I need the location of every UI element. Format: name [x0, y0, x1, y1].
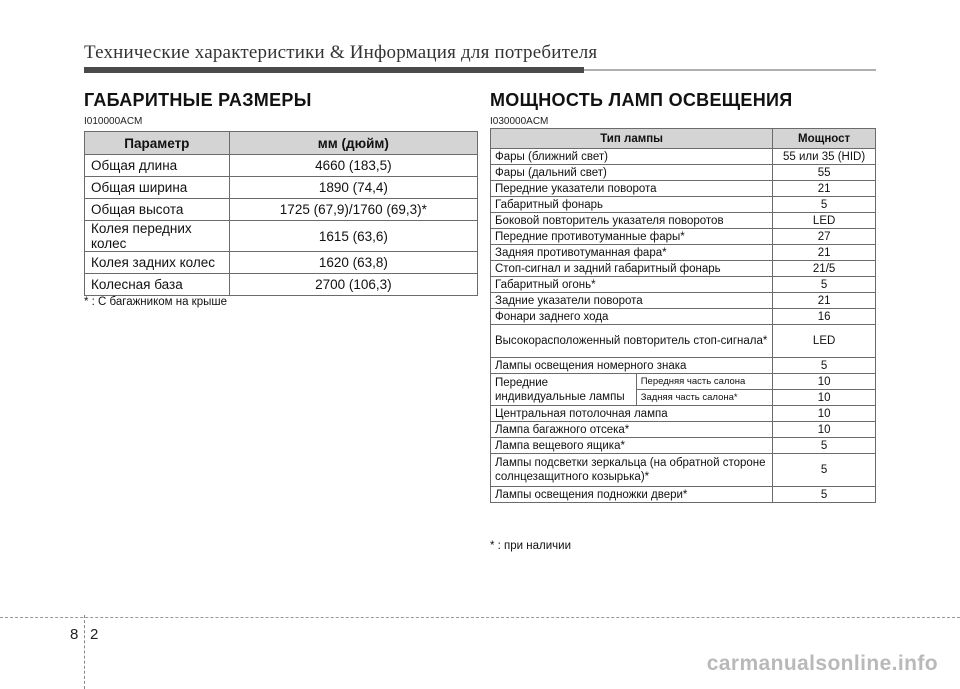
type-cell: Высокорасположенный повторитель стоп-сигнала*: [491, 325, 773, 358]
param-cell: Колесная база: [85, 274, 230, 296]
value-cell: 21: [773, 245, 876, 261]
type-cell: Лампы освещения номерного знака: [491, 358, 773, 374]
table-row: [491, 422, 876, 438]
type-cell: Фары (дальний свет): [491, 165, 773, 181]
page-separator: [84, 615, 86, 689]
table-row: [85, 252, 478, 274]
dimensions-header-param: Параметр: [85, 132, 230, 155]
value-cell: 21: [773, 181, 876, 197]
table-row: [491, 358, 876, 374]
table-row: [491, 487, 876, 503]
table-row: [85, 177, 478, 199]
value-cell: 4660 (183,5): [229, 155, 477, 177]
table-row: [491, 438, 876, 454]
param-cell: Общая высота: [85, 199, 230, 221]
table-row: [491, 454, 876, 487]
table-row: [491, 374, 876, 390]
type-cell: Передние указатели поворота: [491, 181, 773, 197]
value-cell: 10: [773, 374, 876, 390]
value-cell: LED: [773, 325, 876, 358]
value-cell: 1620 (63,8): [229, 252, 477, 274]
value-cell: 5: [773, 487, 876, 503]
value-cell: 1725 (67,9)/1760 (69,3)*: [229, 199, 477, 221]
value-cell: 2700 (106,3): [229, 274, 477, 296]
table-row: [85, 221, 478, 252]
type-sub-cell: Задняя часть салона*: [636, 390, 773, 406]
value-cell: LED: [773, 213, 876, 229]
type-cell: Центральная потолочная лампа: [491, 406, 773, 422]
table-row: [491, 261, 876, 277]
type-cell: Габаритный огонь*: [491, 277, 773, 293]
header-rule-dark: [84, 67, 584, 73]
value-cell: 5: [773, 277, 876, 293]
value-cell: 21/5: [773, 261, 876, 277]
value-cell: 1615 (63,6): [229, 221, 477, 252]
param-cell: Общая ширина: [85, 177, 230, 199]
value-cell: 5: [773, 454, 876, 487]
dimensions-code: I010000ACM: [84, 116, 143, 127]
table-row: [85, 155, 478, 177]
type-cell: Лампы подсветки зеркальца (на обратной стороне солнцезащитного козырька)*: [491, 454, 773, 487]
value-cell: 16: [773, 309, 876, 325]
table-row: [85, 199, 478, 221]
value-cell: 10: [773, 406, 876, 422]
type-cell: Боковой повторитель указателя поворотов: [491, 213, 773, 229]
page-number-section: 8: [70, 626, 79, 643]
lamps-note: * : при наличии: [490, 540, 572, 552]
lamps-table: [490, 128, 876, 503]
type-cell: Лампа вещевого ящика*: [491, 438, 773, 454]
param-cell: Колея передних колес: [85, 221, 230, 252]
type-cell: Фары (ближний свет): [491, 149, 773, 165]
value-cell: 21: [773, 293, 876, 309]
table-row: [491, 197, 876, 213]
table-row: [491, 309, 876, 325]
dimensions-note: * : С багажником на крыше: [84, 296, 227, 308]
page-number-page: 2: [90, 626, 99, 643]
param-cell: Общая длина: [85, 155, 230, 177]
value-cell: 10: [773, 390, 876, 406]
table-row: [491, 181, 876, 197]
value-cell: 55 или 35 (HID): [773, 149, 876, 165]
value-cell: 1890 (74,4): [229, 177, 477, 199]
type-group-cell: Передние индивидуальные лампы: [491, 374, 637, 406]
lamps-title: МОЩНОСТЬ ЛАМП ОСВЕЩЕНИЯ: [490, 90, 793, 110]
value-cell: 10: [773, 422, 876, 438]
table-row: [491, 245, 876, 261]
value-cell: 5: [773, 197, 876, 213]
table-row: [491, 165, 876, 181]
header-rule-light: [584, 69, 876, 71]
value-cell: 55: [773, 165, 876, 181]
type-cell: Передние противотуманные фары*: [491, 229, 773, 245]
type-cell: Лампы освещения подножки двери*: [491, 487, 773, 503]
dimensions-title: ГАБАРИТНЫЕ РАЗМЕРЫ: [84, 90, 312, 110]
table-row: [491, 325, 876, 358]
lamps-code: I030000ACM: [490, 116, 549, 127]
table-row: [491, 406, 876, 422]
lamps-header-value: Мощност: [773, 129, 876, 149]
watermark: carmanualsonline.info: [706, 652, 938, 675]
dimensions-table: [84, 131, 478, 296]
type-cell: Задние указатели поворота: [491, 293, 773, 309]
dimensions-header-value: мм (дюйм): [229, 132, 477, 155]
table-row: [85, 274, 478, 296]
type-cell: Габаритный фонарь: [491, 197, 773, 213]
value-cell: 27: [773, 229, 876, 245]
page-header-title: Технические характеристики & Информация для потребителя: [84, 42, 598, 63]
footer-rule: [0, 617, 960, 618]
table-row: [491, 293, 876, 309]
table-row: [491, 229, 876, 245]
table-row: [491, 213, 876, 229]
lamps-header-type: Тип лампы: [491, 129, 773, 149]
type-cell: Фонари заднего хода: [491, 309, 773, 325]
type-cell: Задняя противотуманная фара*: [491, 245, 773, 261]
value-cell: 5: [773, 438, 876, 454]
type-cell: Лампа багажного отсека*: [491, 422, 773, 438]
type-cell: Стоп-сигнал и задний габаритный фонарь: [491, 261, 773, 277]
value-cell: 5: [773, 358, 876, 374]
table-row: [491, 149, 876, 165]
table-row: [491, 277, 876, 293]
type-sub-cell: Передняя часть салона: [636, 374, 773, 390]
param-cell: Колея задних колес: [85, 252, 230, 274]
